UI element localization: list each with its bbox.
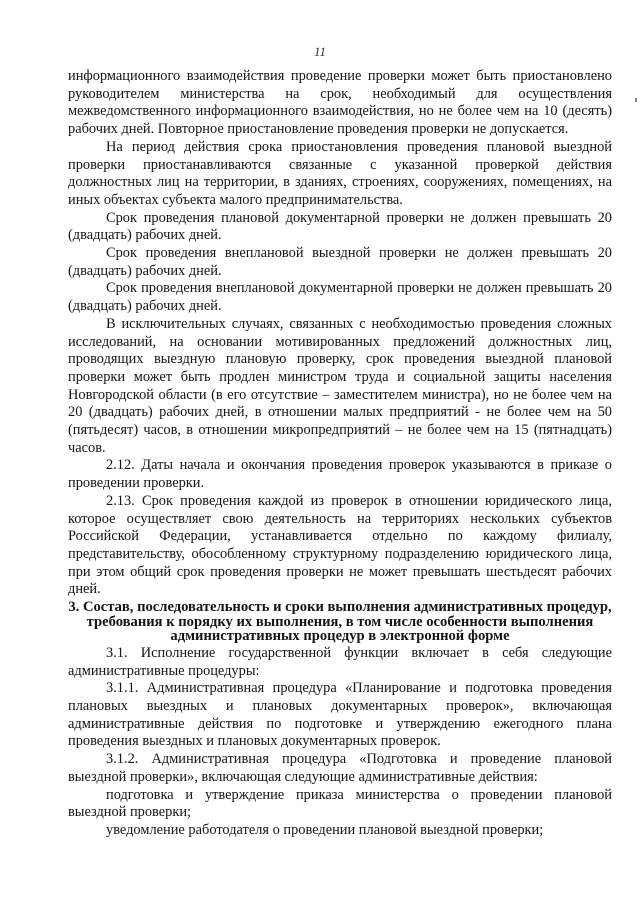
section-heading: 3. Состав, последовательность и сроки выполнения административных процедур, требования к порядку их выполнения, в том числе особенности выполнения административных процедур в электронной форме	[68, 599, 612, 645]
paragraph: 2.13. Срок проведения каждой из проверок в отношении юридического лица, которое осуществляет свою деятельность на территориях нескольких субъектов Российской Федерации, устанавливается отдельно по каждому филиалу, представительству, обособленному структурному подразделению юридического лица, при этом общий срок проведения проверки не может превышать шестьдесят рабочих дней.	[68, 492, 612, 598]
paragraphs-top	[68, 68, 612, 599]
paragraph: уведомление работодателя о проведении плановой выездной проверки;	[106, 821, 544, 838]
paragraph: Срок проведения плановой документарной проверки не должен превышать 20 (двадцать) рабочих дней.	[68, 209, 612, 244]
paragraph: Срок проведения внеплановой документарной проверки не должен превышать 20 (двадцать) рабочих дней.	[68, 280, 612, 315]
paragraph: 3.1.1. Административная процедура «Планирование и подготовка проведения плановых выездных и плановых документарных проверок», включающая административные действия по подготовке и утверждению ежегодного плана проведения выездных и плановых документарных проверок.	[68, 680, 612, 750]
paragraphs-bottom	[68, 645, 612, 840]
paragraph: На период действия срока приостановления проведения плановой выездной проверки приостанавливаются связанные с указанной проверкой действия должностных лиц на территории, в зданиях, строениях, сооружениях, помещениях, на иных объектах субъекта малого предпринимательства.	[68, 138, 612, 208]
margin-mark	[635, 98, 637, 102]
document-body	[68, 68, 612, 840]
paragraph: 3.1. Исполнение государственной функции включает в себя следующие административные процедуры:	[68, 644, 612, 679]
paragraph: Срок проведения внеплановой выездной проверки не должен превышать 20 (двадцать) рабочих дней.	[68, 245, 612, 279]
paragraph: В исключительных случаях, связанных с необходимостью проведения сложных исследований, на основании мотивированных предложений должностных лиц, проводящих выездную плановую проверку, срок проведения выездной плановой проверки может быть продлен министром труда и социальной защиты населения Новгородской области (в его отсутствие – заместителем министра), но не более чем на 20 (двадцать) рабочих дней, в отношении малых предприятий - не более чем на 50 (пятьдесят) часов, в отношении микропредприятий – не более чем на 15 (пятнадцать) часов.	[68, 315, 612, 456]
paragraph: 3.1.2. Административная процедура «Подготовка и проведение плановой выездной проверки», включающая следующие административные действия:	[68, 751, 612, 785]
page-number: 11	[313, 44, 327, 59]
paragraph: информационного взаимодействия проведение проверки может быть приостановлено руководителем министерства на срок, необходимый для осуществления межведомственного информационного взаимодействия, но не более чем на 10 (десять) рабочих дней. Повторное приостановление проведения проверки не допускается.	[68, 68, 612, 138]
paragraph: подготовка и утверждение приказа министерства о проведении плановой выездной проверки;	[68, 786, 612, 821]
paragraph: 2.12. Даты начала и окончания проведения проверок указываются в приказе о проведении проверки.	[68, 457, 612, 492]
